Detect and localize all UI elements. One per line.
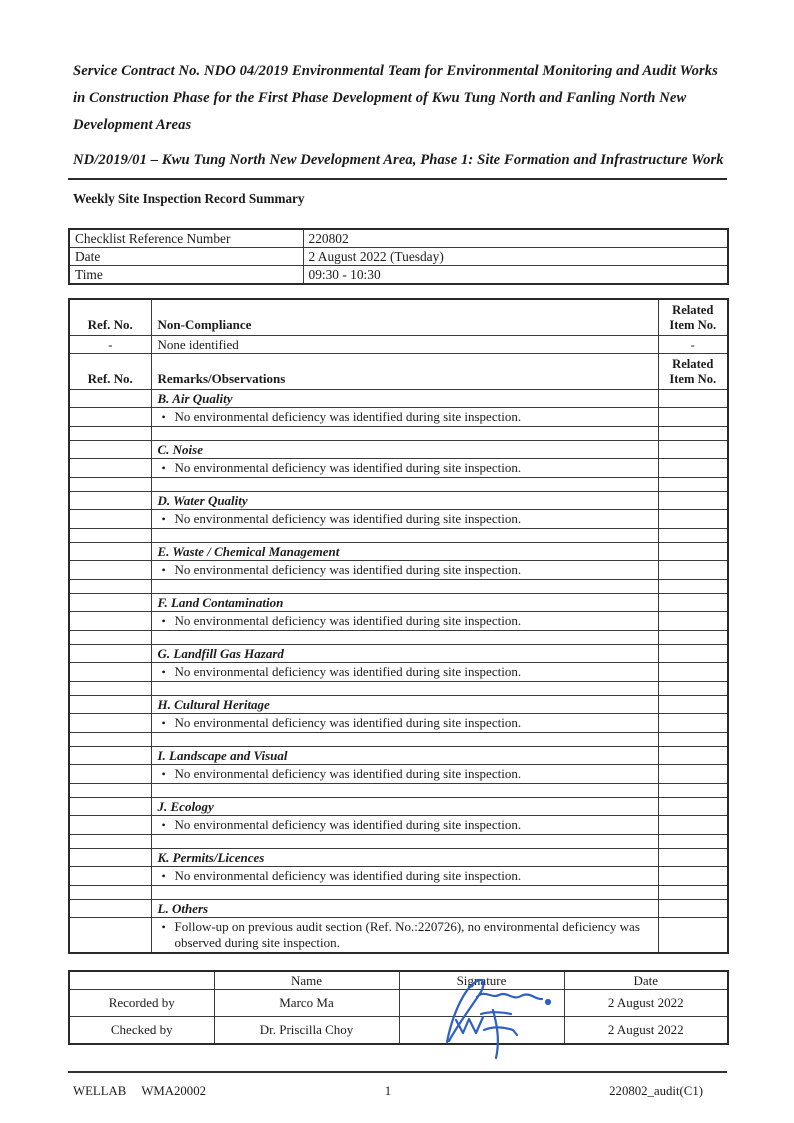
spacer-row <box>69 631 728 645</box>
category-header: Remarks/Observations <box>151 354 658 390</box>
spacer-cell <box>69 835 151 849</box>
related-item-cell <box>658 798 728 816</box>
spacer-cell <box>151 886 658 900</box>
signature-header-row <box>69 971 728 990</box>
spacer-cell <box>658 478 728 492</box>
related-item-cell <box>658 390 728 408</box>
info-row <box>69 266 728 285</box>
ref-no-cell <box>69 510 151 529</box>
section-title: F. Land Contamination <box>151 594 658 612</box>
spacer-cell <box>69 733 151 747</box>
related-item-cell <box>658 747 728 765</box>
spacer-row <box>69 733 728 747</box>
category-header: Non-Compliance <box>151 299 658 336</box>
bullet-line <box>156 612 654 630</box>
main-table-body <box>69 299 728 953</box>
spacer-row <box>69 886 728 900</box>
spacer-cell <box>151 478 658 492</box>
related-item-cell <box>658 561 728 580</box>
spacer-cell <box>69 631 151 645</box>
related-item-cell <box>658 816 728 835</box>
observation-text: Follow-up on previous audit section (Ref. No.:220726), no environmental deficiency was observed during site inspection. <box>174 919 640 950</box>
ref-no-cell <box>69 867 151 886</box>
checklist-info-table <box>68 228 729 285</box>
ref-no-cell <box>69 441 151 459</box>
related-item-cell <box>658 594 728 612</box>
spacer-cell <box>658 886 728 900</box>
info-value: 2 August 2022 (Tuesday) <box>303 248 728 266</box>
ref-no-header: Ref. No. <box>69 354 151 390</box>
related-item-cell <box>658 441 728 459</box>
page-footer <box>68 1071 727 1099</box>
bullet-icon: • <box>161 563 166 577</box>
signatory-name: Marco Ma <box>214 990 399 1017</box>
section-title-row <box>69 696 728 714</box>
related-item-cell <box>658 765 728 784</box>
section-title: K. Permits/Licences <box>151 849 658 867</box>
bullet-line <box>156 459 654 477</box>
section-title: I. Landscape and Visual <box>151 747 658 765</box>
table-header-row <box>69 354 728 390</box>
ref-no-cell <box>69 543 151 561</box>
ref-no-cell <box>69 561 151 580</box>
spacer-cell <box>69 529 151 543</box>
ref-no-cell <box>69 900 151 918</box>
info-row <box>69 248 728 266</box>
spacer-row <box>69 682 728 696</box>
bullet-line <box>156 408 654 426</box>
observation-cell <box>151 408 658 427</box>
signature-row <box>69 990 728 1017</box>
signature-header-cell: Signature <box>399 971 564 990</box>
observation-row <box>69 510 728 529</box>
bullet-line <box>156 663 654 681</box>
signature-header-cell: Name <box>214 971 399 990</box>
bullet-icon: • <box>161 920 166 934</box>
section-title-row <box>69 645 728 663</box>
observation-cell <box>151 816 658 835</box>
section-title-row <box>69 390 728 408</box>
related-item-cell <box>658 510 728 529</box>
spacer-cell <box>658 529 728 543</box>
section-title-row <box>69 849 728 867</box>
section-title-row <box>69 747 728 765</box>
spacer-cell <box>151 580 658 594</box>
ref-no-cell <box>69 798 151 816</box>
project-title: ND/2019/01 – Kwu Tung North New Development Area, Phase 1: Site Formation and Infrastructure Work <box>73 152 724 168</box>
footer-doc-ref: 220802_audit(C1) <box>609 1084 703 1098</box>
ref-no-cell <box>69 849 151 867</box>
observation-cell <box>151 714 658 733</box>
spacer-cell <box>69 886 151 900</box>
observation-row <box>69 765 728 784</box>
observation-text: No environmental deficiency was identified during site inspection. <box>174 511 522 526</box>
related-item-cell <box>658 612 728 631</box>
ref-no-cell <box>69 918 151 954</box>
observation-text: No environmental deficiency was identified during site inspection. <box>174 409 522 424</box>
observation-cell <box>151 612 658 631</box>
observation-cell <box>151 561 658 580</box>
bullet-icon: • <box>161 716 166 730</box>
spacer-cell <box>69 580 151 594</box>
observation-cell <box>151 459 658 478</box>
signature-date: 2 August 2022 <box>564 990 728 1017</box>
bullet-icon: • <box>161 869 166 883</box>
signature-header-cell <box>69 971 214 990</box>
signatory-role: Recorded by <box>69 990 214 1017</box>
related-item-cell <box>658 696 728 714</box>
ref-no-cell <box>69 663 151 682</box>
bullet-icon: • <box>161 410 166 424</box>
section-title: C. Noise <box>151 441 658 459</box>
related-item-header: Related Item No. <box>658 299 728 336</box>
observation-row <box>69 714 728 733</box>
signature-header-cell: Date <box>564 971 728 990</box>
spacer-cell <box>69 682 151 696</box>
bullet-icon: • <box>161 818 166 832</box>
bullet-icon: • <box>161 614 166 628</box>
observation-cell <box>151 510 658 529</box>
signatory-name: Dr. Priscilla Choy <box>214 1017 399 1045</box>
observation-text: No environmental deficiency was identified during site inspection. <box>174 817 522 832</box>
document-content <box>68 0 727 1045</box>
related-item-cell <box>658 714 728 733</box>
observation-row <box>69 663 728 682</box>
bullet-icon: • <box>161 461 166 475</box>
ref-no-cell <box>69 594 151 612</box>
related-item-cell <box>658 867 728 886</box>
section-title: L. Others <box>151 900 658 918</box>
observation-cell <box>151 867 658 886</box>
spacer-cell <box>658 733 728 747</box>
spacer-row <box>69 427 728 441</box>
spacer-cell <box>658 427 728 441</box>
spacer-cell <box>69 478 151 492</box>
ref-no-cell <box>69 765 151 784</box>
related-item-header: Related Item No. <box>658 354 728 390</box>
observation-text: No environmental deficiency was identified during site inspection. <box>174 613 522 628</box>
bullet-line <box>156 561 654 579</box>
observation-text: No environmental deficiency was identified during site inspection. <box>174 868 522 883</box>
related-item-cell <box>658 492 728 510</box>
spacer-row <box>69 478 728 492</box>
related-item-cell <box>658 459 728 478</box>
observation-row <box>69 612 728 631</box>
spacer-cell <box>658 784 728 798</box>
related-item-cell <box>658 849 728 867</box>
spacer-row <box>69 529 728 543</box>
section-title: H. Cultural Heritage <box>151 696 658 714</box>
spacer-cell <box>151 427 658 441</box>
related-item-cell <box>658 900 728 918</box>
spacer-cell <box>658 835 728 849</box>
footer-page-number: 1 <box>384 1084 392 1098</box>
observation-cell <box>151 918 658 954</box>
observation-row <box>69 408 728 427</box>
spacer-cell <box>151 733 658 747</box>
sig-table-body <box>69 971 728 1044</box>
observation-text: No environmental deficiency was identified during site inspection. <box>174 664 522 679</box>
header-divider <box>68 178 727 180</box>
spacer-row <box>69 784 728 798</box>
noncompliance-row <box>69 336 728 354</box>
noncompliance-text: None identified <box>151 336 658 354</box>
signature-date: 2 August 2022 <box>564 1017 728 1045</box>
section-title: J. Ecology <box>151 798 658 816</box>
related-item-cell <box>658 645 728 663</box>
ref-no-cell <box>69 459 151 478</box>
spacer-row <box>69 580 728 594</box>
section-title-row <box>69 441 728 459</box>
bullet-line <box>156 816 654 834</box>
spacer-row <box>69 835 728 849</box>
ref-no-cell <box>69 696 151 714</box>
observation-cell <box>151 663 658 682</box>
section-title: B. Air Quality <box>151 390 658 408</box>
info-label: Time <box>69 266 303 285</box>
spacer-cell <box>151 631 658 645</box>
related-item-cell <box>658 408 728 427</box>
info-value: 09:30 - 10:30 <box>303 266 728 285</box>
section-title: D. Water Quality <box>151 492 658 510</box>
signatory-role: Checked by <box>69 1017 214 1045</box>
ref-no-cell <box>69 612 151 631</box>
spacer-cell <box>151 784 658 798</box>
bullet-line <box>156 765 654 783</box>
footer-left <box>68 1084 283 1099</box>
related-item-cell <box>658 918 728 954</box>
spacer-cell <box>69 427 151 441</box>
info-table-body <box>69 229 728 284</box>
spacer-cell <box>658 631 728 645</box>
signature-table <box>68 970 729 1045</box>
ref-no-cell <box>69 408 151 427</box>
inspection-table <box>68 298 729 954</box>
info-label: Checklist Reference Number <box>69 229 303 248</box>
bullet-line <box>156 714 654 732</box>
section-title-row <box>69 543 728 561</box>
section-title-row <box>69 798 728 816</box>
bullet-line <box>156 510 654 528</box>
spacer-cell <box>151 529 658 543</box>
observation-row <box>69 918 728 954</box>
ref-no-cell <box>69 816 151 835</box>
ref-no-header: Ref. No. <box>69 299 151 336</box>
observation-row <box>69 561 728 580</box>
footer-code: WMA20002 <box>141 1084 207 1098</box>
observation-row <box>69 867 728 886</box>
ref-no-cell <box>69 390 151 408</box>
bullet-icon: • <box>161 767 166 781</box>
observation-text: No environmental deficiency was identified during site inspection. <box>174 766 522 781</box>
spacer-cell <box>151 682 658 696</box>
bullet-icon: • <box>161 512 166 526</box>
info-row <box>69 229 728 248</box>
bullet-icon: • <box>161 665 166 679</box>
section-title: G. Landfill Gas Hazard <box>151 645 658 663</box>
observation-text: No environmental deficiency was identified during site inspection. <box>174 460 522 475</box>
observation-text: No environmental deficiency was identified during site inspection. <box>174 562 522 577</box>
ref-no-cell <box>69 747 151 765</box>
table-header-row <box>69 299 728 336</box>
summary-heading: Weekly Site Inspection Record Summary <box>73 191 305 206</box>
ref-no-cell <box>69 645 151 663</box>
section-title-row <box>69 594 728 612</box>
signature-row <box>69 1017 728 1045</box>
spacer-cell <box>69 784 151 798</box>
spacer-cell <box>658 682 728 696</box>
observation-text: No environmental deficiency was identified during site inspection. <box>174 715 522 730</box>
ref-no-cell <box>69 714 151 733</box>
observation-row <box>69 459 728 478</box>
section-title-row <box>69 900 728 918</box>
contract-title: Service Contract No. NDO 04/2019 Environmental Team for Environmental Monitoring and Audit Works in Construction Phase for the First Phase Development of Kwu Tung North and Fanling North New Development Areas <box>73 63 718 133</box>
signature-block <box>68 970 727 1045</box>
bullet-line <box>156 918 654 952</box>
related-item-cell <box>658 543 728 561</box>
spacer-cell <box>151 835 658 849</box>
spacer-cell <box>658 580 728 594</box>
info-label: Date <box>69 248 303 266</box>
observation-cell <box>151 765 658 784</box>
signature-cell <box>399 1017 564 1045</box>
section-title: E. Waste / Chemical Management <box>151 543 658 561</box>
ref-no-cell <box>69 492 151 510</box>
footer-organization: WELLAB <box>73 1084 127 1098</box>
bullet-line <box>156 867 654 885</box>
ref-no-cell: - <box>69 336 151 354</box>
info-value: 220802 <box>303 229 728 248</box>
section-title-row <box>69 492 728 510</box>
related-item-cell <box>658 663 728 682</box>
related-item-cell: - <box>658 336 728 354</box>
observation-row <box>69 816 728 835</box>
signature-cell <box>399 990 564 1017</box>
